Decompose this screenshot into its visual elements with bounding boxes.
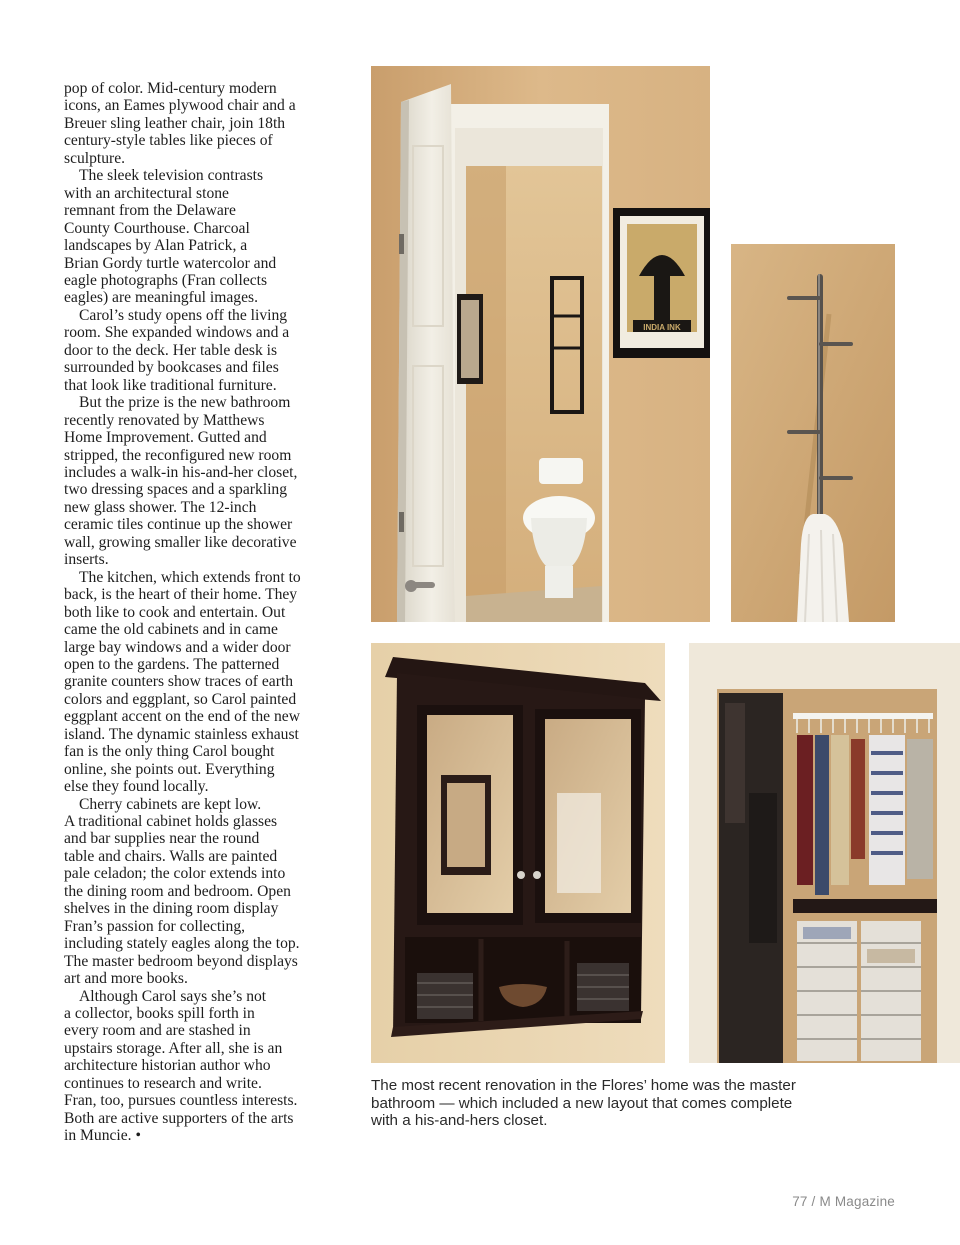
article-line: new glass shower. The 12-inch <box>64 498 257 516</box>
wall-cabinet-photo <box>371 643 665 1063</box>
wall-cabinet-image <box>371 643 665 1063</box>
article-line: County Courthouse. Charcoal <box>64 219 250 237</box>
article-line: Fran, too, pursues countless interests. <box>64 1092 298 1110</box>
article-line: pop of color. Mid-century modern <box>64 80 277 97</box>
bathroom-doorway-photo <box>371 66 710 622</box>
page-folio: 77 / M Magazine <box>792 1194 895 1209</box>
article-line: The sleek television contrasts <box>79 167 264 185</box>
article-paragraph <box>64 796 356 988</box>
caption-line: The most recent renovation in the Flores’ home was the master <box>371 1077 796 1094</box>
article-line: recently renovated by Matthews <box>64 411 265 429</box>
article-line: pale celadon; the color extends into <box>64 865 286 883</box>
article-paragraph <box>64 394 356 569</box>
article-paragraph <box>64 569 356 796</box>
article-paragraph <box>64 307 356 394</box>
article-line: continues to research and write. <box>64 1074 262 1092</box>
article-line: granite counters show traces of earth <box>64 673 294 691</box>
article-line: Brian Gordy turtle watercolor and <box>64 254 277 272</box>
article-line: sculpture. <box>64 149 126 167</box>
article-line: upstairs storage. After all, she is an <box>64 1039 283 1057</box>
article-line: The kitchen, which extends front to <box>79 568 301 586</box>
article-paragraph <box>64 167 356 307</box>
article-line: Carol’s study opens off the living <box>79 306 288 324</box>
article-line: A traditional cabinet holds glasses <box>64 813 278 831</box>
article-line: colors and eggplant, so Carol painted <box>64 690 297 708</box>
article-line: ceramic tiles continue up the shower <box>64 516 293 534</box>
article-line: inserts. <box>64 551 109 569</box>
towel-hook-image <box>731 244 895 622</box>
article-line: But the prize is the new bathroom <box>79 394 291 412</box>
article-paragraph <box>64 988 356 1145</box>
bathroom-doorway-image <box>371 66 710 622</box>
article-line: came the old cabinets and in came <box>64 621 278 639</box>
article-line: both like to cook and entertain. Out <box>64 603 286 621</box>
article-line: that look like traditional furniture. <box>64 376 277 394</box>
article-paragraph <box>64 80 356 167</box>
article-line: icons, an Eames plywood chair and a <box>64 97 296 115</box>
article-line: open to the gardens. The patterned <box>64 655 280 673</box>
towel-hook-photo <box>731 244 895 622</box>
article-line: online, she points out. Everything <box>64 760 275 778</box>
article-line: in Muncie. • <box>64 1127 141 1145</box>
article-line: eagles) are meaningful images. <box>64 289 258 307</box>
article-body <box>64 80 356 1145</box>
article-line: a collector, books spill forth in <box>64 1005 255 1023</box>
article-line: includes a walk-in his-and-her closet, <box>64 463 298 481</box>
article-line: landscapes by Alan Patrick, a <box>64 237 248 255</box>
article-line: wall, growing smaller like decorative <box>64 533 297 551</box>
caption-line: bathroom — which included a new layout that comes complete <box>371 1094 793 1112</box>
article-line: the dining room and bedroom. Open <box>64 882 291 900</box>
article-line: Cherry cabinets are kept low. <box>79 795 262 813</box>
article-line: island. The dynamic stainless exhaust <box>64 725 299 743</box>
article-line: Although Carol says she’s not <box>79 987 267 1005</box>
article-line: fan is the only thing Carol bought <box>64 743 275 761</box>
closet-image <box>689 643 960 1063</box>
article-line: and bar supplies near the round <box>64 830 260 848</box>
article-line: Fran’s passion for collecting, <box>64 917 246 935</box>
article-line: Breuer sling leather chair, join 18th <box>64 114 286 132</box>
article-line: remnant from the Delaware <box>64 202 236 220</box>
article-line: every room and are stashed in <box>64 1022 251 1040</box>
closet-photo <box>689 643 960 1063</box>
article-line: door to the deck. Her table desk is <box>64 341 278 359</box>
article-line: large bay windows and a wider door <box>64 638 291 656</box>
article-line: eagle photographs (Fran collects <box>64 271 268 289</box>
article-line: including stately eagles along the top. <box>64 935 300 953</box>
article-line: room. She expanded windows and a <box>64 324 290 342</box>
article-line: else they found locally. <box>64 778 209 796</box>
caption-line: with a his-and-hers closet. <box>371 1112 548 1129</box>
article-line: The master bedroom beyond displays <box>64 952 298 970</box>
article-line: Both are active supporters of the arts <box>64 1109 294 1127</box>
article-line: shelves in the dining room display <box>64 900 279 918</box>
poster-text: INDIA INK <box>643 323 681 332</box>
article-line: table and chairs. Walls are painted <box>64 847 278 865</box>
article-line: with an architectural stone <box>64 184 229 202</box>
article-line: century-style tables like pieces of <box>64 132 273 150</box>
article-line: back, is the heart of their home. They <box>64 586 298 604</box>
article-line: art and more books. <box>64 970 188 988</box>
article-line: architecture historian author who <box>64 1057 271 1075</box>
article-line: stripped, the reconfigured new room <box>64 446 292 464</box>
article-line: eggplant accent on the end of the new <box>64 708 300 726</box>
article-line: surrounded by bookcases and files <box>64 359 279 377</box>
article-line: two dressing spaces and a sparkling <box>64 481 288 499</box>
photo-caption <box>371 1077 891 1130</box>
article-line: Home Improvement. Gutted and <box>64 429 267 447</box>
